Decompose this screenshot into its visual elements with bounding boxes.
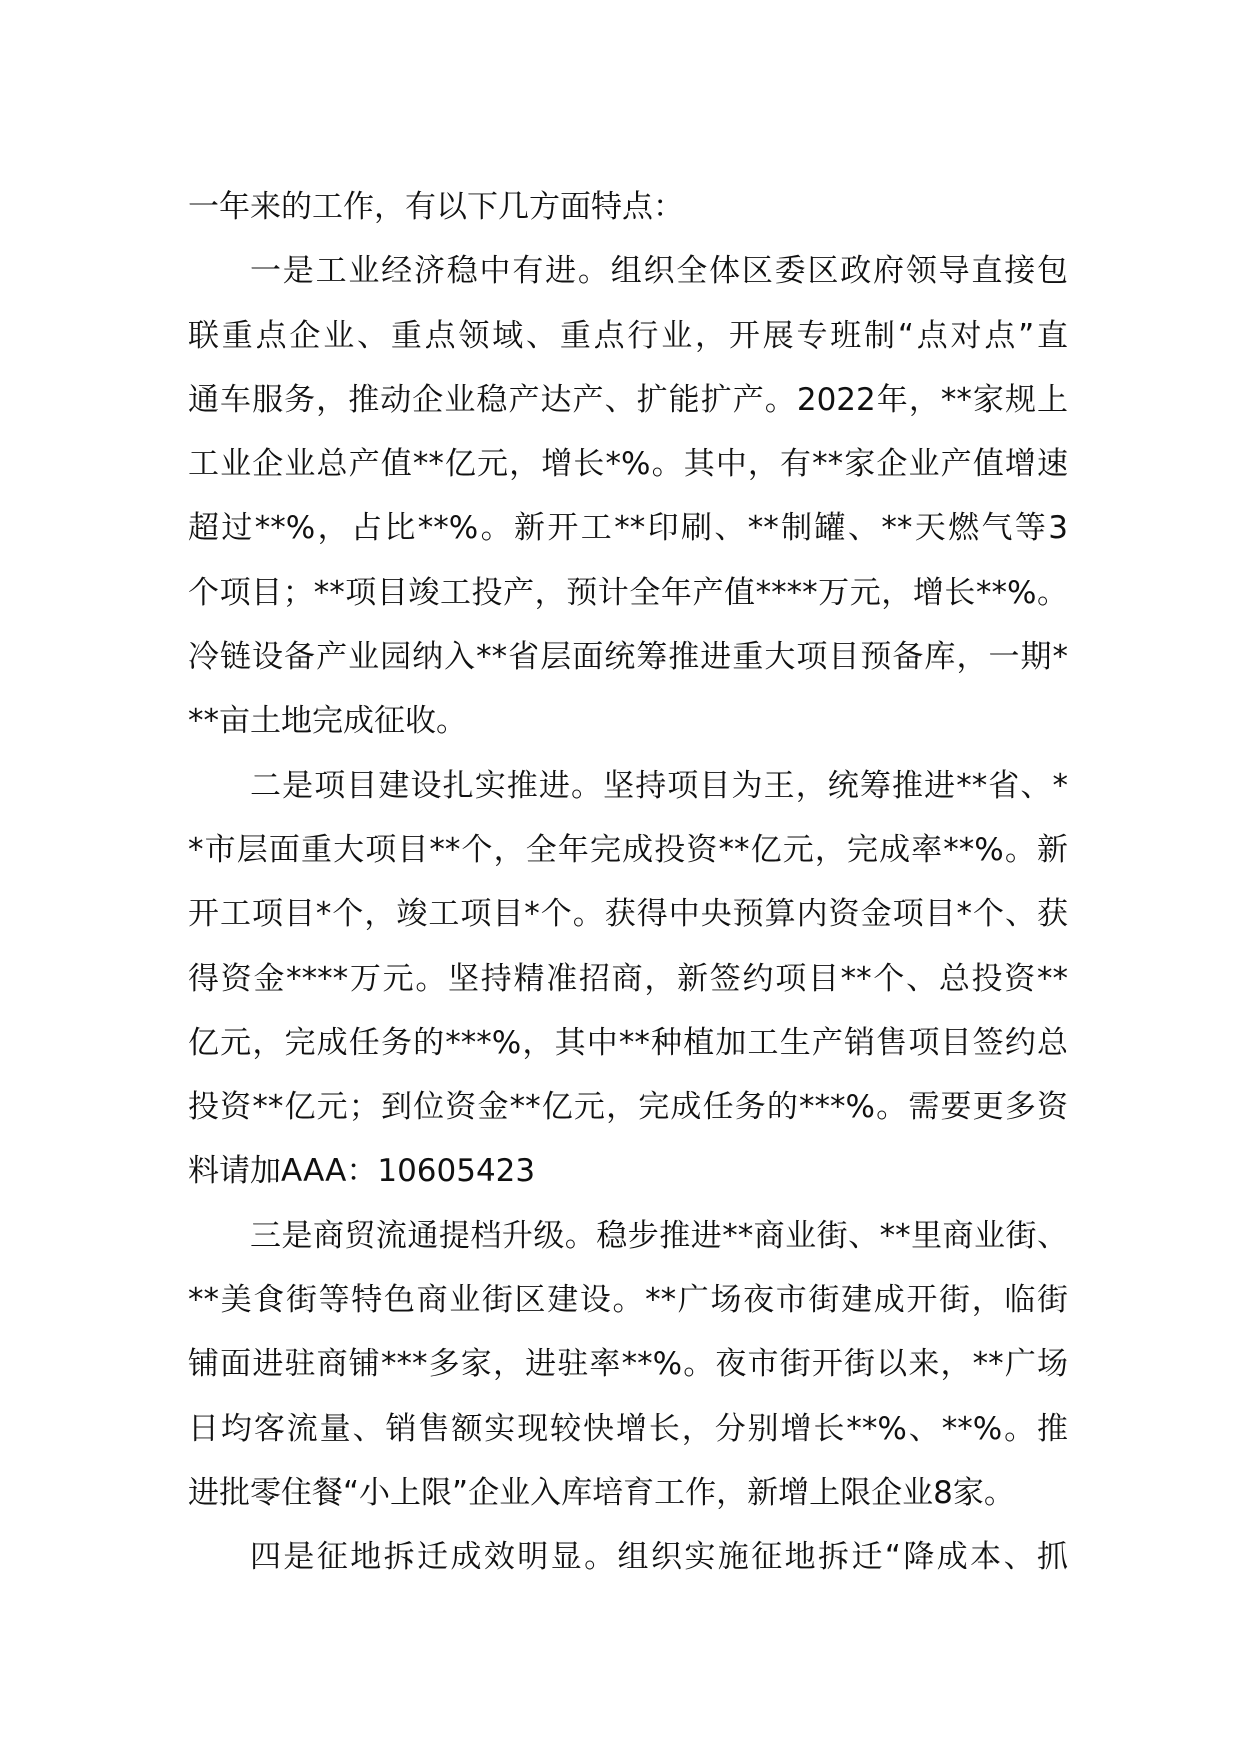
body-text xyxy=(188,175,1068,1590)
paragraph-1-line: 联重点企业、重点领域、重点行业，开展专班制“点对点”直 xyxy=(188,317,1068,354)
paragraph-4-line: 四是征地拆迁成效明显。组织实施征地拆迁“降成本、抓 xyxy=(250,1539,1068,1576)
paragraph-2-line: 亿元，完成任务的***%，其中**种植加工生产销售项目签约总 xyxy=(188,1024,1068,1061)
paragraph-3-line: 日均客流量、销售额实现较快增长，分别增长**%、**%。推 xyxy=(188,1410,1068,1447)
paragraph-1-line: 个项目；**项目竣工投产，预计全年产值****万元，增长**%。 xyxy=(188,574,1068,611)
paragraph-2-line: *市层面重大项目**个，全年完成投资**亿元，完成率**%。新 xyxy=(188,831,1068,868)
paragraph-2-line: 二是项目建设扎实推进。坚持项目为王，统筹推进**省、* xyxy=(250,767,1068,804)
paragraph-2-line: 开工项目*个，竣工项目*个。获得中央预算内资金项目*个、获 xyxy=(188,896,1068,933)
paragraph-3-line: **美食街等特色商业街区建设。**广场夜市街建成开街，临街 xyxy=(188,1282,1068,1319)
paragraph-1-line: **亩土地完成征收。 xyxy=(188,703,467,740)
paragraph-2-line: 得资金****万元。坚持精准招商，新签约项目**个、总投资** xyxy=(188,960,1068,997)
paragraph-3-line: 三是商贸流通提档升级。稳步推进**商业街、**里商业街、 xyxy=(250,1217,1068,1254)
paragraph-1-line: 工业企业总产值**亿元，增长*%。其中，有**家企业产值增速 xyxy=(188,446,1068,483)
text-line-intro: 一年来的工作，有以下几方面特点： xyxy=(188,189,684,225)
paragraph-1-line: 通车服务，推动企业稳产达产、扩能扩产。2022年，**家规上 xyxy=(188,381,1068,418)
paragraph-1-line: 一是工业经济稳中有进。组织全体区委区政府领导直接包 xyxy=(250,253,1068,290)
paragraph-1-line: 冷链设备产业园纳入**省层面统筹推进重大项目预备库，一期* xyxy=(188,639,1068,676)
paragraph-1-line: 超过**%，占比**%。新开工**印刷、**制罐、**天燃气等3 xyxy=(188,510,1068,547)
paragraph-3-line: 铺面进驻商铺***多家，进驻率**%。夜市街开街以来，**广场 xyxy=(188,1346,1068,1383)
paragraph-2-line: 投资**亿元；到位资金**亿元，完成任务的***%。需要更多资 xyxy=(188,1089,1068,1126)
paragraph-2-line: 料请加AAA：10605423 xyxy=(188,1153,536,1190)
paragraph-3-line: 进批零住餐“小上限”企业入库培育工作，新增上限企业8家。 xyxy=(188,1474,1015,1511)
